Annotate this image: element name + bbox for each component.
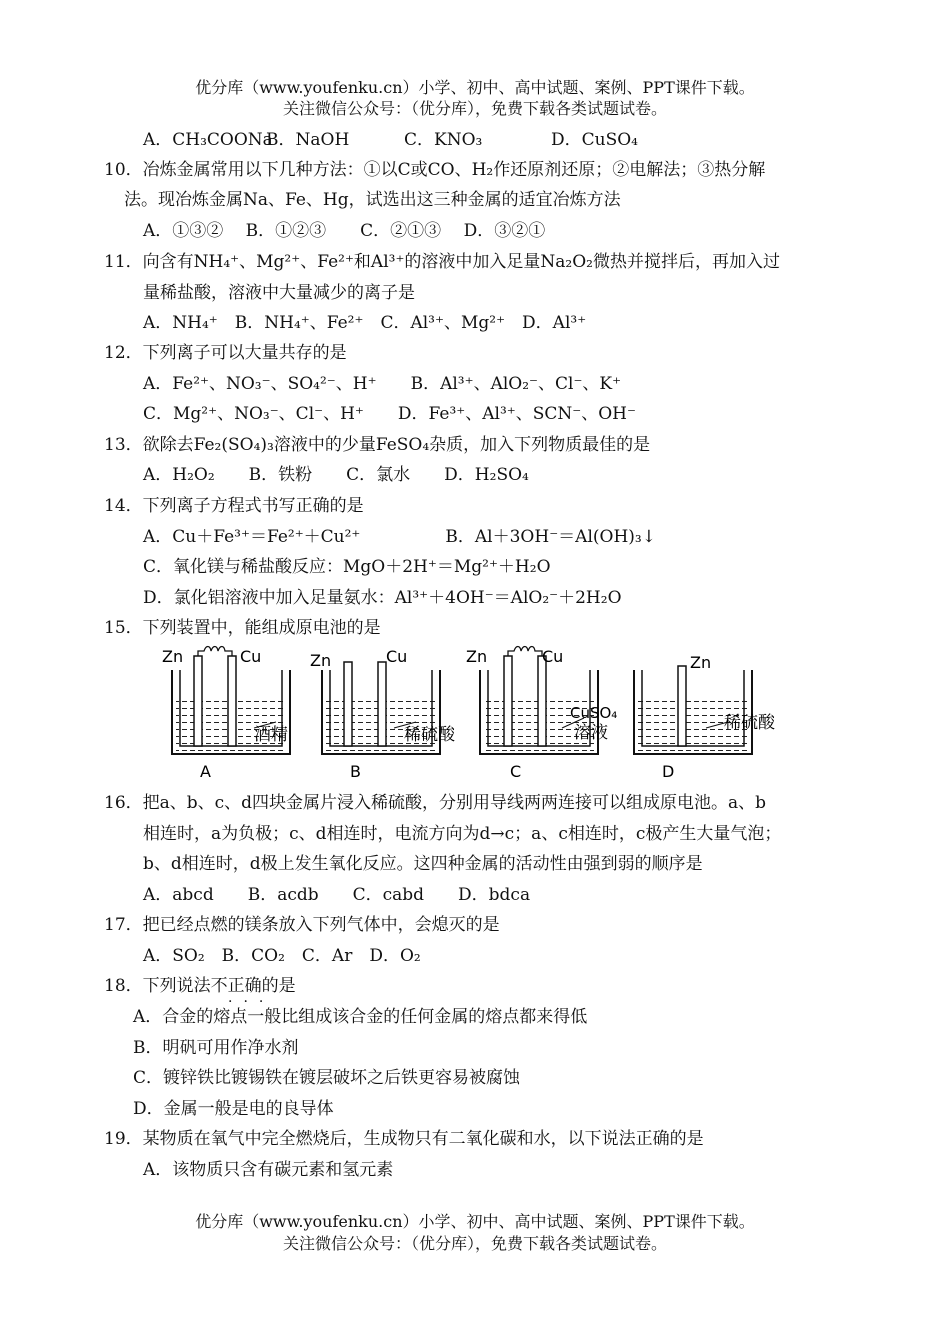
q16-options: A．abcd B．acdb C．cabd D．bdca <box>143 885 531 905</box>
q10-stem-line-1: 10．冶炼金属常用以下几种方法：①以C或CO、H₂作还原剂还原；②电解法；③热分解 <box>104 160 766 180</box>
q9-option-c: C．KNO₃ <box>404 130 483 150</box>
q17-stem: 17．把已经点燃的镁条放入下列气体中，会熄灭的是 <box>104 915 500 935</box>
q14-stem: 14．下列离子方程式书写正确的是 <box>104 496 364 516</box>
q14-option-d: D．氯化铝溶液中加入足量氨水：Al³⁺＋4OH⁻＝AlO₂⁻＋2H₂O <box>143 588 622 608</box>
q9-option-b: B．NaOH <box>266 130 350 150</box>
q18-stem: 18．下列说法不正确的是 <box>104 976 296 996</box>
q11-stem-line-1: 11．向含有NH₄⁺、Mg²⁺、Fe²⁺和Al³⁺的溶液中加入足量Na₂O₂微热并搅拌后，再加入过 <box>104 252 780 272</box>
fig-d-zn-label: Zn <box>690 653 712 672</box>
q19-stem: 19．某物质在氧气中完全燃烧后，生成物只有二氧化碳和水，以下说法正确的是 <box>104 1129 704 1149</box>
q15-apparatus-figure <box>150 642 790 782</box>
fig-b-cu-label: Cu <box>386 647 408 666</box>
beaker-c <box>466 647 617 782</box>
header-line-1: 优分库（www.youfenku.cn）小学、初中、高中试题、案例、PPT课件下载。 <box>195 78 755 97</box>
q16-stem-line-1: 16．把a、b、c、d四块金属片浸入稀硫酸，分别用导线两两连接可以组成原电池。a、b <box>104 793 767 813</box>
beaker-a <box>162 647 290 782</box>
q12-options-cd: C．Mg²⁺、NO₃⁻、Cl⁻、H⁺ D．Fe³⁺、Al³⁺、SCN⁻、OH⁻ <box>143 404 636 424</box>
q17-options: A．SO₂ B．CO₂ C．Ar D．O₂ <box>143 946 421 966</box>
q9-options <box>143 129 638 151</box>
q15-stem: 15．下列装置中，能组成原电池的是 <box>104 618 381 638</box>
fig-c-liquid-label-1: CuSO₄ <box>570 704 618 722</box>
header-line-2: 关注微信公众号：（优分库），免费下载各类试题试卷。 <box>282 99 667 118</box>
q16-stem-line-3: b、d相连时，d极上发生氧化反应。这四种金属的活动性由强到弱的顺序是 <box>143 854 703 874</box>
q18-emphasis-dots: ··· <box>228 994 275 1010</box>
fig-c-zn-label: Zn <box>466 647 488 666</box>
q10-options: A．①③② B．①②③ C．②①③ D．③②① <box>143 221 546 241</box>
fig-a-cu-label: Cu <box>240 647 262 666</box>
q18-option-b: B．明矾可用作净水剂 <box>133 1038 299 1058</box>
q9-option-a: A．CH₃COONa <box>143 130 273 150</box>
q14-options-ab: A．Cu＋Fe³⁺＝Fe²⁺＋Cu²⁺ B．Al＋3OH⁻＝Al(OH)₃↓ <box>143 527 656 547</box>
fig-b-liquid-label: 稀硫酸 <box>404 725 455 745</box>
q18-option-a: A．合金的熔点一般比组成该合金的任何金属的熔点都来得低 <box>133 1007 588 1027</box>
q14-option-c: C．氧化镁与稀盐酸反应：MgO＋2H⁺＝Mg²⁺＋H₂O <box>143 557 551 577</box>
q11-stem-line-2: 量稀盐酸，溶液中大量减少的离子是 <box>143 283 415 303</box>
q18-option-d: D．金属一般是电的良导体 <box>133 1099 334 1119</box>
q11-options: A．NH₄⁺ B．NH₄⁺、Fe²⁺ C．Al³⁺、Mg²⁺ D．Al³⁺ <box>143 313 587 333</box>
q13-options: A．H₂O₂ B．铁粉 C．氯水 D．H₂SO₄ <box>143 465 529 485</box>
beaker-d <box>634 653 776 781</box>
fig-d-liquid-label: 稀硫酸 <box>724 713 775 733</box>
beaker-b <box>310 647 456 781</box>
footer-line-1: 优分库（www.youfenku.cn）小学、初中、高中试题、案例、PPT课件下载。 <box>195 1212 755 1231</box>
q13-stem: 13．欲除去Fe₂(SO₄)₃溶液中的少量FeSO₄杂质，加入下列物质最佳的是 <box>104 435 651 455</box>
fig-c-liquid-label-2: 溶液 <box>574 723 608 743</box>
fig-label-c: C <box>510 762 522 781</box>
fig-a-zn-label: Zn <box>162 647 184 666</box>
fig-a-liquid-label: 酒精 <box>254 725 288 745</box>
fig-c-cu-label: Cu <box>542 647 564 666</box>
q18-option-c: C．镀锌铁比镀锡铁在镀层破坏之后铁更容易被腐蚀 <box>133 1068 521 1088</box>
q9-option-d: D．CuSO₄ <box>551 130 638 150</box>
fig-label-a: A <box>200 762 211 781</box>
q16-stem-line-2: 相连时，a为负极；c、d相连时，电流方向为d→c；a、c相连时，c极产生大量气泡； <box>143 824 782 844</box>
footer-line-2: 关注微信公众号：（优分库），免费下载各类试题试卷。 <box>282 1234 667 1253</box>
q12-stem: 12．下列离子可以大量共存的是 <box>104 343 347 363</box>
fig-b-zn-label: Zn <box>310 651 332 670</box>
fig-label-b: B <box>350 762 361 781</box>
q12-options-ab: A．Fe²⁺、NO₃⁻、SO₄²⁻、H⁺ B．Al³⁺、AlO₂⁻、Cl⁻、K⁺ <box>143 374 622 394</box>
q10-stem-line-2: 法。现冶炼金属Na、Fe、Hg，试选出这三种金属的适宜冶炼方法 <box>124 190 621 210</box>
fig-label-d: D <box>662 762 675 781</box>
q19-option-a: A．该物质只含有碳元素和氢元素 <box>143 1160 394 1180</box>
